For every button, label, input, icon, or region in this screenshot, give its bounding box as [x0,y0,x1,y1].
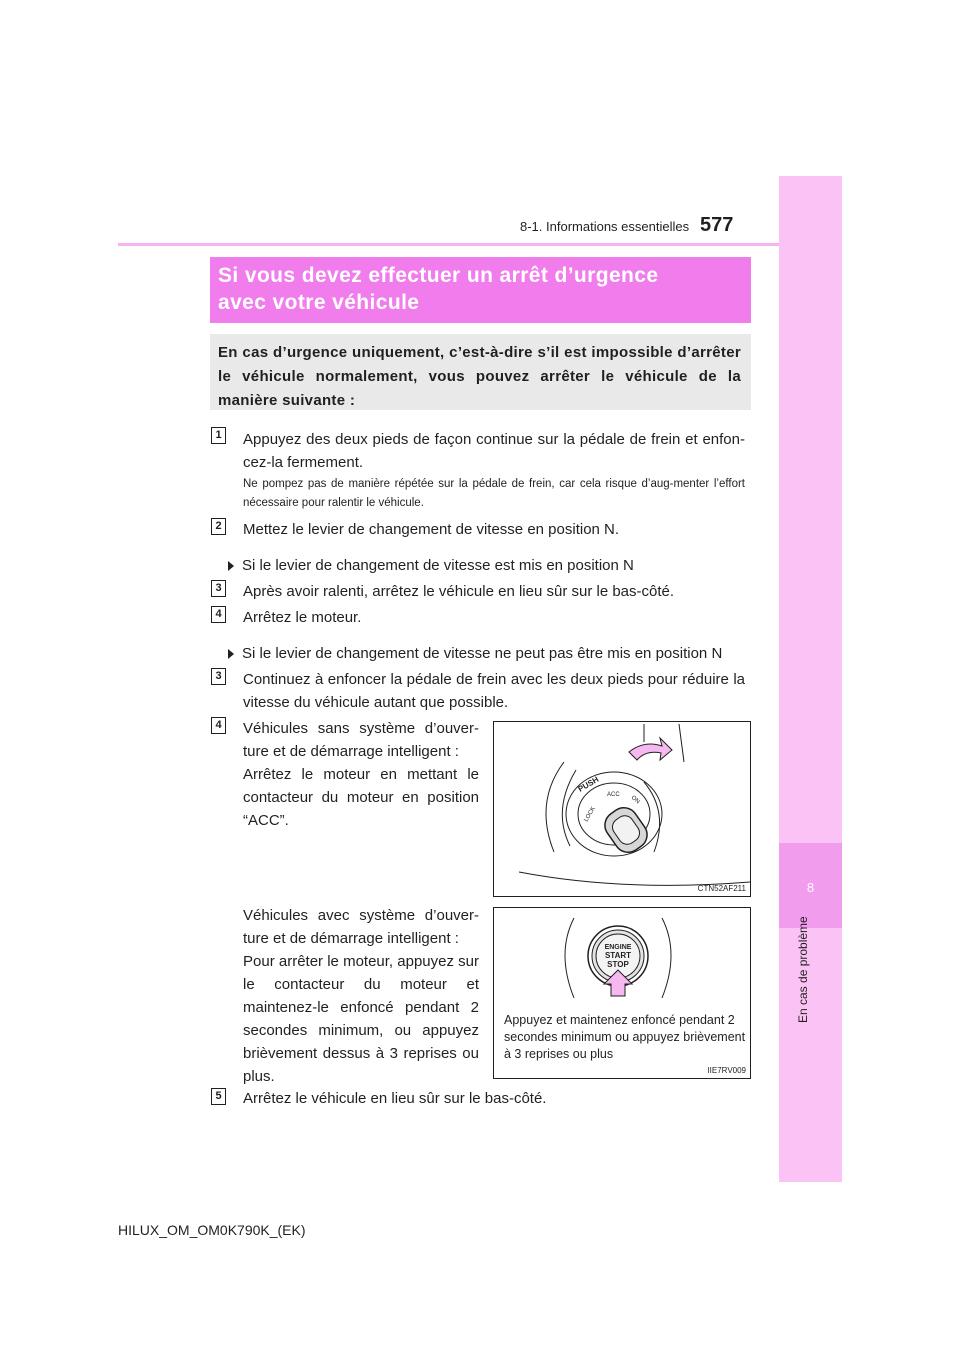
engine-switch-illustration [494,908,750,1008]
acc-label: ACC [607,792,620,798]
section-title [218,262,748,316]
intro-text: En cas d’urgence uniquement, c’est-à-dire s’il est impossible d’arrêter le véhicule normalement, vous pouvez arrêter le véhicule de la manière suivante : [218,344,741,409]
step-badge: 5 [211,1088,226,1105]
step-badge: 4 [211,717,226,734]
document-footer: HILUX_OM_OM0K790K_(EK) [118,1222,306,1238]
step-text: Après avoir ralenti, arrêtez le véhicule en lieu sûr sur le bas-côté. [243,583,675,600]
ignition-key-figure [493,721,751,897]
condition-bullet [228,642,748,665]
section-label: 8-1. Informations essentielles [520,219,690,234]
page-number: 577 [700,214,734,236]
step-badge: 2 [211,518,226,535]
bullet-text: Si le levier de changement de vitesse ne peut pas être mis en position N [242,645,723,662]
on-label: ON [629,794,641,806]
title-line-2: avec votre véhicule [218,291,420,314]
step-text: Véhicules sans système d’ouver-ture et de démarrage intelligent : [243,720,479,760]
engine-label: ENGINE [604,944,632,951]
step-text: Appuyez des deux pieds de façon continue sur la pédale de frein et enfon-cez-la fermement. [243,431,745,471]
lock-label: LOCK [583,805,597,823]
chapter-number: 8 [806,880,815,895]
triangle-bullet-icon [228,561,234,571]
triangle-bullet-icon [228,649,234,659]
figure-code: IIE7RV009 [707,1066,746,1075]
chapter-sidebar [779,176,842,1182]
step-text: Continuez à enfoncer la pédale de frein avec les deux pieds pour réduire la vitesse du véhicule autant que possible. [243,671,745,711]
figure-code: CTN52AF211 [697,884,746,893]
step-text: Mettez le levier de changement de vitesse en position N. [243,521,620,538]
start-label: START [604,951,632,960]
engine-switch-figure [493,907,751,1079]
step-text: Arrêtez le moteur. [243,609,362,626]
step-text: Véhicules avec système d’ouver-ture et de démarrage intelligent : [243,907,479,947]
ignition-key-illustration [494,722,750,896]
step-note: Ne pompez pas de manière répétée sur la pédale de frein, car cela risque d’aug-menter l’effort nécessaire pour ralentir le véhicule. [243,478,745,509]
step-badge: 3 [211,668,226,685]
header-rule [118,243,779,246]
bullet-text: Si le levier de changement de vitesse est mis en position N [242,557,634,574]
step-badge: 3 [211,580,226,597]
step-text: Arrêtez le véhicule en lieu sûr sur le bas-côté. [243,1090,547,1107]
chapter-title [790,915,820,1025]
condition-bullet [228,554,748,577]
chapter-title-text: En cas de problème [796,916,810,1023]
figure-caption: Appuyez et maintenez enfoncé pendant 2 secondes minimum ou appuyez brièvement à 3 reprises ou plus [504,1013,746,1061]
step-text: Arrêtez le moteur en mettant le contacteur du moteur en position “ACC”. [243,766,479,829]
stop-label: STOP [607,960,629,969]
title-line-1: Si vous devez effectuer un arrêt d’urgence [218,264,659,287]
push-label: PUSH [576,774,601,794]
step-badge: 4 [211,606,226,623]
step-badge: 1 [211,427,226,444]
step-text: Pour arrêter le moteur, appuyez sur le contacteur du moteur et maintenez-le enfoncé pendant 2 secondes minimum, ou appuyez brièvement dessus à 3 reprises ou plus. [243,953,479,1085]
